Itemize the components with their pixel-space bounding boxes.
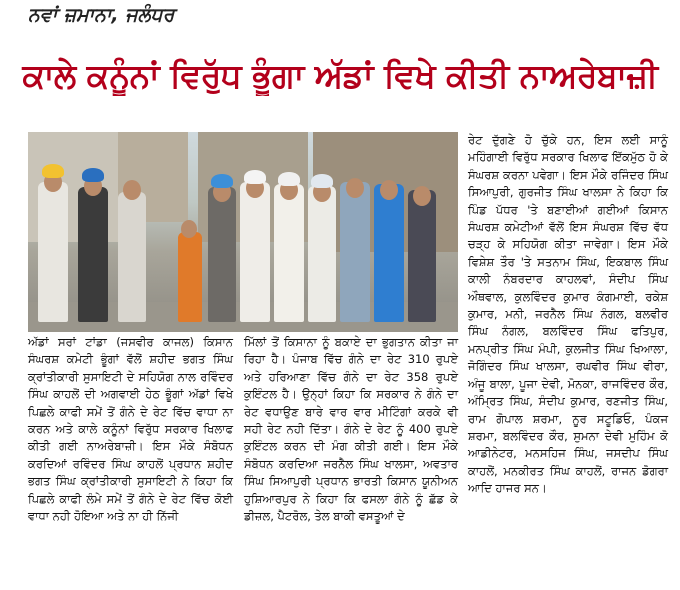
- article-column-3: [468, 132, 668, 498]
- article-text: ਮਿੱਲਾਂ ਤੋਂ ਕਿਸਾਨਾ ਨੂੰ ਬਕਾਏ ਦਾ ਭੁਗਤਾਨ ਕੀਤਾ ਜਾ ਰਿਹਾ ਹੈ। ਪੰਜਾਬ ਵਿੱਚ ਗੰਨੇ ਦਾ ਰੇਟ 310 ਰੁਪਏ ਅਤੇ ਹਰਿਆਣਾ ਵਿੱਚ ਗੰਨੇ ਦਾ ਰੇਟ 358 ਰੁਪਏ ਕੁਇੰਟਲ ਹੈ। ਉਨ੍ਹਾਂ ਕਿਹਾ ਕਿ ਸਰਕਾਰ ਨੇ ਗੰਨੇ ਦਾ ਰੇਟ ਵਧਾਉਣ ਬਾਰੇ ਵਾਰ ਵਾਰ ਮੀਟਿੰਗਾਂ ਕਰਕੇ ਵੀ ਸਹੀ ਰੇਟ ਨਹੀ ਦਿੱਤਾ। ਗੰਨੇ ਦੇ ਰੇਟ ਨੂੰ 400 ਰੁਪਏ ਕੁਇੰਟਲ ਕਰਨ ਦੀ ਮੰਗ ਕੀਤੀ ਗਈ। ਇਸ ਮੌਕੇ ਸੰਬੋਧਨ ਕਰਦਿਆ ਜਰਨੈਲ ਸਿੰਘ ਖਾਲਸਾ, ਅਵਤਾਰ ਸਿੰਘ ਸਿਆਪੁਰੀ ਪ੍ਰਧਾਨ ਭਾਰਤੀ ਕਿਸਾਨ ਯੂਨੀਅਨ ਹੁਸ਼ਿਆਰਪੁਰ ਨੇ ਕਿਹਾ ਕਿ ਫਸਲਾ ਗੰਨੇ ਨੂੰ ਛੱਡ ਕੇ ਡੀਜ਼ਲ, ਪੈਟਰੋਲ, ਤੇਲ ਬਾਕੀ ਵਸਤੂਆਂ ਦੇ: [244, 335, 458, 524]
- article-text: ਅੱਡਾਂ ਸਰਾਂ ਟਾਂਡਾ (ਜਸਵੀਰ ਕਾਜਲ) ਕਿਸਾਨ ਸੰਘਰਸ਼ ਕਮੇਟੀ ਭੂੰਗਾਂ ਵੱਲੋਂ ਸ਼ਹੀਦ ਭਗਤ ਸਿੰਘ ਕ੍ਰਾਂਤੀਕਾਰੀ ਸੁਸਾਇਟੀ ਦੇ ਸਹਿਯੋਗ ਨਾਲ ਰਵਿੰਦਰ ਸਿੰਘ ਕਾਹਲੋਂ ਦੀ ਅਗਵਾਈ ਹੇਠ ਭੂੰਗਾਂ ਅੱਡਾਂ ਵਿਖੇ ਪਿਛਲੇ ਕਾਫੀ ਸਮੇਂ ਤੋਂ ਗੰਨੇ ਦੇ ਰੇਟ ਵਿੱਚ ਵਾਧਾ ਨਾ ਕਰਨ ਅਤੇ ਕਾਲੇ ਕਨੂੰਨਾਂ ਵਿਰੁੱਧ ਸਰਕਾਰ ਖਿਲਾਫ ਕੀਤੀ ਗਈ ਨਾਅਰੇਬਾਜ਼ੀ। ਇਸ ਮੌਕੇ ਸੰਬੋਧਨ ਕਰਦਿਆਂ ਰਵਿੰਦਰ ਸਿੰਘ ਕਾਹਲੋਂ ਪ੍ਰਧਾਨ ਸ਼ਹੀਦ ਭਗਤ ਸਿੰਘ ਕ੍ਰਾਂਤੀਕਾਰੀ ਸੁਸਾਇਟੀ ਨੇ ਕਿਹਾ ਕਿ ਪਿਛਲੇ ਕਾਫੀ ਲੰਮੇ ਸਮੇਂ ਤੋਂ ਗੰਨੇ ਦੇ ਰੇਟ ਵਿੱਚ ਕੋਈ ਵਾਧਾ ਨਹੀ ਹੋਇਆ ਅਤੇ ਨਾ ਹੀ ਨਿੱਜੀ: [28, 335, 233, 524]
- newspaper-source-line: ਨਵਾਂ ਜ਼ਮਾਨਾ, ਜਲੰਧਰ: [28, 4, 175, 26]
- article-text: ਰੇਟ ਦੁੱਗਣੇ ਹੋ ਚੁੱਕੇ ਹਨ, ਇਸ ਲਈ ਸਾਨੂੰ ਮਹਿੰਗਾਈ ਵਿਰੁੱਧ ਸਰਕਾਰ ਖਿਲਾਫ ਇੱਕਮੁੱਠ ਹੋ ਕੇ ਸੰਘਰਸ਼ ਕਰਨਾ ਪਵੇਗਾ। ਇਸ ਮੌਕੇ ਰਜਿੰਦਰ ਸਿੰਘ ਸਿਆਪੁਰੀ, ਗੁਰਜੀਤ ਸਿੰਘ ਖਾਲਸਾ ਨੇ ਕਿਹਾ ਕਿ ਪਿੰਡ ਪੱਧਰ 'ਤੇ ਬਣਾਈਆਂ ਗਈਆਂ ਕਿਸਾਨ ਸੰਘਰਸ਼ ਕਮੇਟੀਆਂ ਵੱਲੋਂ ਇਸ ਸੰਘਰਸ਼ ਵਿੱਚ ਵੱਧ ਚੜ੍ਹ ਕੇ ਸਹਿਯੋਗ ਕੀਤਾ ਜਾਵੇਗਾ। ਇਸ ਮੌਕੇ ਵਿਸ਼ੇਸ਼ ਤੌਰ 'ਤੇ ਸਤਨਾਮ ਸਿੰਘ, ਇਕਬਾਲ ਸਿੰਘ ਕਾਲੀ ਨੰਬਰਦਾਰ ਕਾਹਲਵਾਂ, ਸੰਦੀਪ ਸਿੰਘ ਔਥਵਾਲ, ਕੁਲਵਿੰਦਰ ਕੁਮਾਰ ਕੰਗਮਾਈ, ਰਕੇਸ਼ ਕੁਮਾਰ, ਮਨੀ, ਜਰਨੈਲ ਸਿੰਘ ਨੰਗਲ, ਬਲਵੀਰ ਸਿੰਘ ਨੰਗਲ, ਬਲਵਿੰਦਰ ਸਿੰਘ ਫਤਿਪੁਰ, ਮਨਪ੍ਰੀਤ ਸਿੰਘ ਮੰਪੀ, ਕੁਲਜੀਤ ਸਿੰਘ ਖਿਆਲਾ, ਜੋਗਿੰਦਰ ਸਿੰਘ ਖਾਲਸਾ, ਰਘਵੀਰ ਸਿੰਘ ਵੀਰਾ, ਅੰਜੂ ਬਾਲਾ, ਪੂਜਾ ਦੇਵੀ, ਮੋਨਕਾ, ਰਾਜਵਿੰਦਰ ਕੌਰ, ਅੰਮ੍ਰਿਤ ਸਿੰਘ, ਸੰਦੀਪ ਕੁਮਾਰ, ਰਣਜੀਤ ਸਿੰਘ, ਰਾਮ ਗੋਪਾਲ ਸ਼ਰਮਾ, ਨੂਰ ਸਟੂਡਿਓ, ਪੰਕਜ ਸ਼ਰਮਾ, ਬਲਵਿੰਦਰ ਕੌਰ, ਸੁਮਨਾ ਦੇਵੀ ਮੁਹਿੰਮ ਕੋ ਆਡੀਨੇਟਰ, ਮਨਸਹਿਜ ਸਿੰਘ, ਜਸਦੀਪ ਸਿੰਘ ਕਾਹਲੋਂ, ਮਨਕੀਰਤ ਸਿੰਘ ਕਾਹਲੋਂ, ਰਾਜਨ ਡੋਗਰਾ ਆਦਿ ਹਾਜਰ ਸਨ।: [468, 133, 668, 496]
- article-column-1: [28, 334, 233, 525]
- article-headline: ਕਾਲੇ ਕਨੂੰਨਾਂ ਵਿਰੁੱਧ ਭੂੰਗਾ ਅੱਡਾਂ ਵਿਖੇ ਕੀਤੀ ਨਾਅਰੇਬਾਜ਼ੀ: [22, 56, 658, 95]
- article-column-2: [244, 334, 458, 525]
- protest-group-photo: [28, 132, 458, 332]
